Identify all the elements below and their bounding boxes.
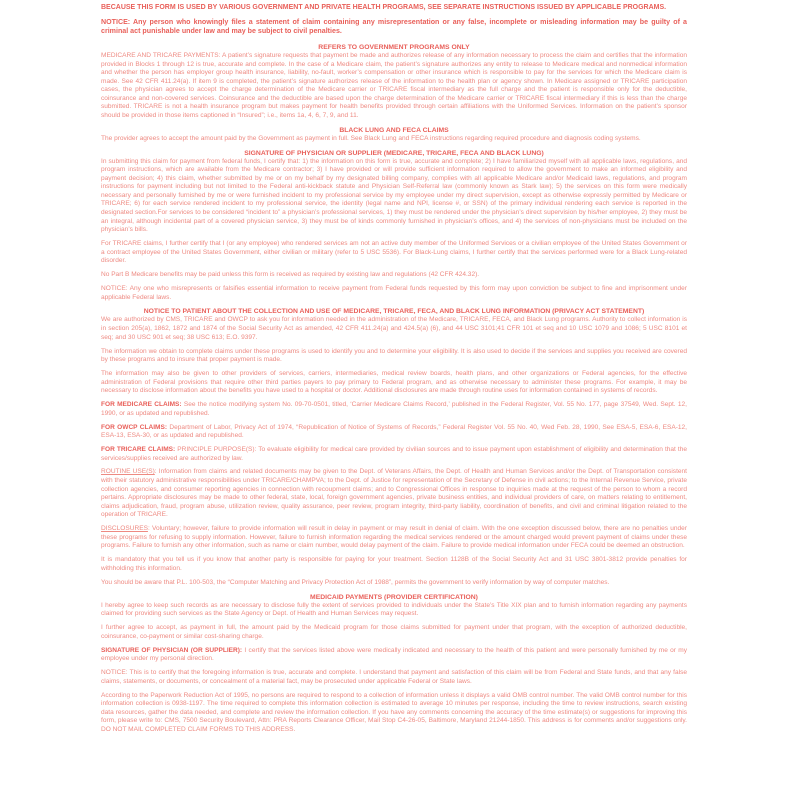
section-heading-medicaid: MEDICAID PAYMENTS (PROVIDER CERTIFICATION) — [310, 593, 478, 601]
paragraph-black-lung: The provider agrees to accept the amount paid by the Government as payment in full. See Black Lung and FECA instructions regarding required procedure and diagnosis coding systems. — [101, 134, 641, 142]
paragraph-certify-notice: NOTICE: This is to certify that the foregoing information is true, accurate and complete. I understand that payment and satisfaction of this claim will be from Federal and State funds, and that any false claims, statements, or documents, or concealment of a material fact, may be prosecuted under applicable Federal or State laws. — [101, 669, 687, 685]
paragraph-signature-certification: In submitting this claim for payment from federal funds, I certify that: 1) the information on this form is true, accurate and complete; 2) I have familiarized myself with all applicable laws, regulations, and program instructions, which are available from the Medicare contractor; 3) I have provided or will provide sufficient information required to allow the government to make an informed eligibility and payment decision; 4) this claim, whether submitted by me or on my behalf by my designated billing company, complies with all applicable Medicare and/or Medicaid laws, regulations, and program instructions for payment including but not limited to the Federal anti-kickback statute and Physician Self-Referral law (commonly known as Stark law); 5) the services on this form were medically necessary and personally furnished by me or were furnished incident to my professional service by my employee under my direct supervision, except as otherwise expressly permitted by Medicare or TRICARE; 6) for each service rendered incident to my professional service, the identity (legal name and NPI, license #, or SSN) of the primary individual rendering each service is reported in the designated section.For services to be considered “incident to” a physician’s professional services, 1) they must be rendered under the physician’s direct supervision by his/her employee, 2) they must be an integral, although incidental part of a covered physician service, 3) they must be of kinds commonly furnished in physician’s offices, and 4) the services of non-physicians must be included on the physician’s bills. — [101, 157, 687, 234]
physician-signature-text: I certify that the services listed above were medically indicated and necessary to the health of this patient and were personally furnished by me or my employee under my personal direction. — [101, 646, 687, 663]
physician-signature-lead: SIGNATURE OF PHYSICIAN (OR SUPPLIER): — [101, 646, 243, 654]
claim-form-instructions-page — [101, 3, 687, 740]
medicare-claims-text: See the notice modifying system No. 09-70-0501, titled, ‘Carrier Medicare Claims Record,’ published in the Federal Register, Vol. 55 No. 177, page 37549, Wed. Sept. 12, 1990, or as updated and republished. — [101, 401, 687, 417]
paragraph-privacy-disclosure: The information may also be given to other providers of services, carriers, intermediaries, medical review boards, health plans, and other organizations or Federal agencies, for the effective administration of Federal provisions that require other third parties payers to pay primary to Federal program, and as otherwise necessary to administer these programs. For example, it may be necessary to disclose information about the benefits you have used to a hospital or doctor. Additional disclosures are made through routine uses for information contained in systems of records. — [101, 369, 687, 395]
section-heading-black-lung: BLACK LUNG AND FECA CLAIMS — [339, 126, 449, 134]
banner-notice: BECAUSE THIS FORM IS USED BY VARIOUS GOVERNMENT AND PRIVATE HEALTH PROGRAMS, SEE SEPARATE INSTRUCTIONS ISSUED BY APPLICABLE PROGRAMS. — [101, 4, 667, 11]
paragraph-privacy-authority: We are authorized by CMS, TRICARE and OWCP to ask you for information needed in the administration of the Medicare, TRICARE, FECA, and Black Lung programs. Authority to collect information is in section 205(a), 1862, 1872 and 1874 of the Social Security Act as amended, 42 CFR 411.24(a) and 424.5(a) (6), and 44 USC 3101;41 CFR 101 et seq and 10 USC 1079 and 1086; 5 USC 8101 et seq; and 30 USC 901 et seq; 38 USC 613; E.O. 9397. — [101, 316, 687, 341]
paragraph-physician-signature — [101, 647, 687, 664]
paragraph-routine-uses — [101, 468, 687, 519]
medicare-claims-lead: FOR MEDICARE CLAIMS: — [101, 401, 182, 409]
paragraph-paperwork-reduction: According to the Paperwork Reduction Act of 1995, no persons are required to respond to a collection of information unless it displays a valid OMB control number. The valid OMB control number for this information collection is 0938-1197. The time required to complete this information collection is estimated to average 10 minutes per response, including the time to review instructions, search existing data resources, gather the data needed, and complete and review the information collection. If you have any comments concerning the accuracy of the time estimate(s) or suggestions for improving this form, please write to: CMS, 7500 Security Boulevard, Attn: PRA Reports Clearance Officer, Mail Stop C4-26-05, Baltimore, Maryland 21244-1850. This address is for comments and/or suggestions only. DO NOT MAIL COMPLETED CLAIM FORMS TO THIS ADDRESS. — [101, 691, 687, 733]
paragraph-computer-matching: You should be aware that P.L. 100-503, the “Computer Matching and Privacy Protection Act of 1988”, permits the government to verify information by way of computer matches. — [101, 578, 610, 586]
fraud-notice: NOTICE: Any person who knowingly files a statement of claim containing any misrepresentation or any false, incomplete or misleading information may be guilty of a criminal act punishable under law and may be subject to civil penalties. — [101, 18, 687, 35]
tricare-claims-text: PRINCIPLE PURPOSE(S): To evaluate eligibility for medical care provided by civilian sources and to issue payment upon establishment of eligibility and determination that the services/supplies received are authorized by law. — [101, 445, 687, 462]
paragraph-medicaid-records: I hereby agree to keep such records as are necessary to disclose fully the extent of services provided to individuals under the State’s Title XIX plan and to furnish information regarding any payments claimed for providing such services as the State Agency or Dept. of Health and Human Services may request. — [101, 601, 687, 618]
section-heading-privacy-act: NOTICE TO PATIENT ABOUT THE COLLECTION AND USE OF MEDICARE, TRICARE, FECA, AND BLACK LUNG INFORMATION (PRIVACY ACT STATEMENT) — [143, 308, 645, 316]
paragraph-tricare-certification: For TRICARE claims, I further certify that I (or any employee) who rendered services am not an active duty member of the Uniformed Services or a civilian employee of the United States Government or a contract employee of the United States Government, either civilian or military (refer to 5 USC 5536). For Black-Lung claims, I further certify that the services performed were for a Black Lung-related disorder. — [101, 240, 687, 265]
routine-uses-lead: ROUTINE USE(S) — [101, 468, 155, 476]
routine-uses-text: : Information from claims and related documents may be given to the Dept. of Veterans Affairs, the Dept. of Health and Human Services and/or the Dept. of Transportation consistent with their statutory administrative responsibilities under TRICARE/CHAMPVA; to the Dept. of Justice for representation of the Secretary of Defense in civil actions; to the Internal Revenue Service, private collection agencies, and consumer reporting agencies in connection with recoupment claims; and to Congressional Offices in response to inquiries made at the request of the person to whom a record pertains. Appropriate disclosures may be made to other federal, state, local, foreign government agencies, private business entities, and individual providers of care, on matters relating to entitlement, claims adjudication, fraud, program abuse, utilization review, quality assurance, peer review, program integrity, third-party liability, coordination of benefits, and civil and criminal litigation related to the operation of TRICARE. — [101, 468, 687, 519]
disclosures-lead: DISCLOSURES — [101, 525, 148, 533]
paragraph-medicaid-payment: I further agree to accept, as payment in full, the amount paid by the Medicaid program for those claims submitted for payment under that program, with the exception of authorized deductible, coinsurance, co-payment or similar cost-sharing charge. — [101, 624, 687, 640]
paragraph-misrepresentation-notice: NOTICE: Any one who misrepresents or falsifies essential information to receive payment from Federal funds requested by this form may upon conviction be subject to fine and imprisonment under applicable Federal laws. — [101, 284, 687, 301]
paragraph-medicare-claims — [101, 401, 687, 418]
paragraph-tricare-claims — [101, 446, 687, 463]
paragraph-mandatory-disclosure: It is mandatory that you tell us if you know that another party is responsible for paying for your treatment. Section 1128B of the Social Security Act and 31 USC 3801-3812 provide penalties for withholding this information. — [101, 556, 687, 572]
paragraph-privacy-use: The information we obtain to complete claims under these programs is used to identify you and to determine your eligibility. It is also used to decide if the services and supplies you received are covered by these programs and to insure that proper payment is made. — [101, 347, 687, 364]
paragraph-owcp-claims — [101, 424, 687, 441]
section-heading-government-programs: REFERS TO GOVERNMENT PROGRAMS ONLY — [318, 44, 470, 51]
owcp-claims-lead: FOR OWCP CLAIMS: — [101, 423, 168, 431]
paragraph-medicare-tricare-payments: MEDICARE AND TRICARE PAYMENTS: A patient’s signature requests that payment be made and authorizes release of any information necessary to process the claim and certifies that the information provided in Blocks 1 through 12 is true, accurate and complete. In the case of a Medicare claim, the patient’s signature authorizes any entity to release to Medicare medical and nonmedical information and whether the person has employer group health insurance, liability, no-fault, worker’s compensation or other insurance which is responsible to pay for the services for which the Medicare claim is made. See 42 CFR 411.24(a). If item 9 is completed, the patient’s signature authorizes release of the information to the health plan or agency shown. In Medicare assigned or TRICARE participation cases, the physician agrees to accept the charge determination of the Medicare carrier or TRICARE fiscal intermediary as the full charge and the patient is responsible only for the deductible, coinsurance and non-covered services. Coinsurance and the deductible are based upon the charge determination of the Medicare carrier or TRICARE fiscal intermediary if this is less than the charge submitted. TRICARE is not a health insurance program but makes payment for health benefits provided through certain affiliations with the Uniformed Services. Information on the patient’s sponsor should be provided in those items captioned in “Insured”; i.e., items 1a, 4, 6, 7, 9, and 11. — [101, 52, 687, 119]
disclosures-text: : Voluntary; however, failure to provide information will result in delay in payment or may result in denial of claim. With the one exception discussed below, there are no penalties under these programs for refusing to supply information. However, failure to furnish information regarding the medical services rendered or the amount charged would prevent payment of claims under these programs. Failure to furnish any other information, such as name or claim number, would delay payment of the claim. Failure to provide medical information under FECA could be deemed an obstruction. — [101, 525, 687, 550]
owcp-claims-text: Department of Labor, Privacy Act of 1974, “Republication of Notice of Systems of Records,” Federal Register Vol. 55 No. 40, Wed Feb. 28, 1990, See ESA-5, ESA-6, ESA-12, ESA-13, ESA-30, or as updated and republished. — [101, 423, 687, 440]
tricare-claims-lead: FOR TRICARE CLAIMS: — [101, 445, 176, 453]
paragraph-part-b: No Part B Medicare benefits may be paid unless this form is received as required by existing law and regulations (42 CFR 424.32). — [101, 271, 480, 279]
paragraph-disclosures — [101, 525, 687, 551]
section-heading-signature: SIGNATURE OF PHYSICIAN OR SUPPLIER (MEDICARE, TRICARE, FECA AND BLACK LUNG) — [244, 149, 544, 157]
